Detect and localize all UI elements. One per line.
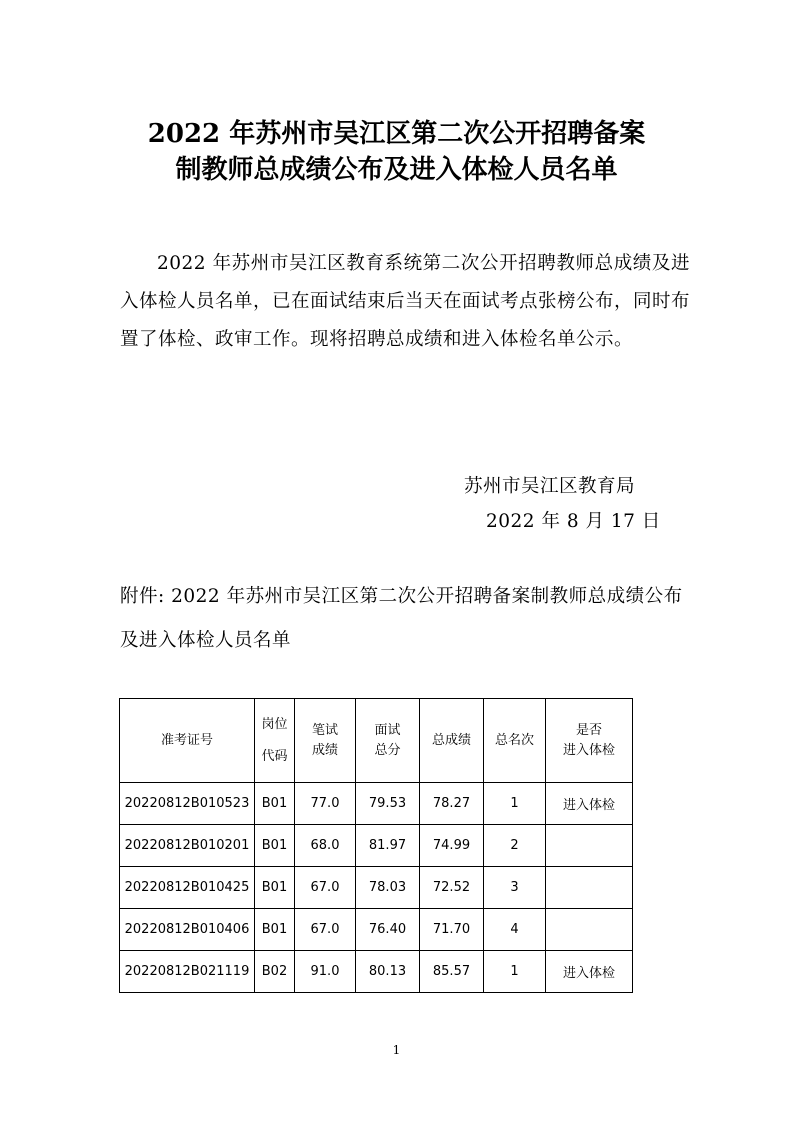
header-written-score [295, 699, 356, 783]
cell-physical-exam: 进入体检 [546, 951, 633, 993]
cell-rank: 1 [484, 783, 546, 825]
page-number: 1 [392, 1043, 401, 1057]
cell-written-score: 91.0 [295, 951, 356, 993]
table-row [120, 825, 633, 867]
cell-interview-score: 78.03 [356, 867, 420, 909]
table-row [120, 783, 633, 825]
header-exam-id: 准考证号 [120, 699, 255, 783]
cell-post-code: B02 [255, 951, 295, 993]
header-interview-score [356, 699, 420, 783]
cell-total-score: 74.99 [420, 825, 484, 867]
header-written-score-line-1: 笔试 [311, 722, 338, 738]
body-paragraph: 2022 年苏州市吴江区教育系统第二次公开招聘教师总成绩及进入体检人员名单，已在面试结束后当天在面试考点张榜公布，同时布置了体检、政审工作。现将招聘总成绩和进入体检名单公示。 [120, 253, 691, 350]
cell-total-score: 72.52 [420, 867, 484, 909]
cell-rank: 2 [484, 825, 546, 867]
cell-written-score: 68.0 [295, 825, 356, 867]
cell-exam-id: 20220812B021119 [120, 951, 255, 993]
cell-total-score: 85.57 [420, 951, 484, 993]
cell-exam-id: 20220812B010201 [120, 825, 255, 867]
document-title [90, 116, 703, 188]
title-line-1: 2022 年苏州市吴江区第二次公开招聘备案 [147, 119, 646, 149]
cell-written-score: 67.0 [295, 909, 356, 951]
cell-written-score: 67.0 [295, 867, 356, 909]
signature-date: 2022 年 8 月 17 日 [486, 511, 661, 532]
cell-exam-id: 20220812B010425 [120, 867, 255, 909]
cell-physical-exam [546, 867, 633, 909]
header-written-score-line-2: 成绩 [311, 742, 338, 758]
cell-total-score: 71.70 [420, 909, 484, 951]
header-interview-score-line-2: 总分 [374, 742, 401, 758]
cell-exam-id: 20220812B010406 [120, 909, 255, 951]
cell-interview-score: 76.40 [356, 909, 420, 951]
table-header [120, 699, 633, 783]
table-body [120, 783, 633, 993]
header-post-code [255, 699, 295, 783]
header-interview-score-line-1: 面试 [374, 722, 401, 738]
cell-written-score: 77.0 [295, 783, 356, 825]
header-physical-exam [546, 699, 633, 783]
results-table [119, 698, 633, 993]
cell-interview-score: 81.97 [356, 825, 420, 867]
header-rank: 总名次 [484, 699, 546, 783]
cell-physical-exam [546, 825, 633, 867]
cell-exam-id: 20220812B010523 [120, 783, 255, 825]
cell-physical-exam: 进入体检 [546, 783, 633, 825]
cell-rank: 4 [484, 909, 546, 951]
header-total-score: 总成绩 [420, 699, 484, 783]
cell-post-code: B01 [255, 783, 295, 825]
table-row [120, 867, 633, 909]
header-post-code-line-2: 代码 [261, 748, 288, 764]
attachment-note: 附件: 2022 年苏州市吴江区第二次公开招聘备案制教师总成绩公布及进入体检人员名单 [120, 586, 683, 651]
cell-rank: 3 [484, 867, 546, 909]
cell-post-code: B01 [255, 909, 295, 951]
table-row [120, 909, 633, 951]
header-post-code-line-1: 岗位 [261, 716, 288, 732]
header-physical-exam-line-1: 是否 [575, 722, 602, 738]
cell-rank: 1 [484, 951, 546, 993]
table-row [120, 951, 633, 993]
cell-interview-score: 80.13 [356, 951, 420, 993]
cell-interview-score: 79.53 [356, 783, 420, 825]
cell-physical-exam [546, 909, 633, 951]
title-line-2: 制教师总成绩公布及进入体检人员名单 [175, 155, 618, 185]
table-header-row [120, 699, 633, 783]
cell-total-score: 78.27 [420, 783, 484, 825]
signature-organization: 苏州市吴江区教育局 [464, 476, 636, 497]
cell-post-code: B01 [255, 867, 295, 909]
cell-post-code: B01 [255, 825, 295, 867]
header-physical-exam-line-2: 进入体检 [562, 742, 615, 758]
